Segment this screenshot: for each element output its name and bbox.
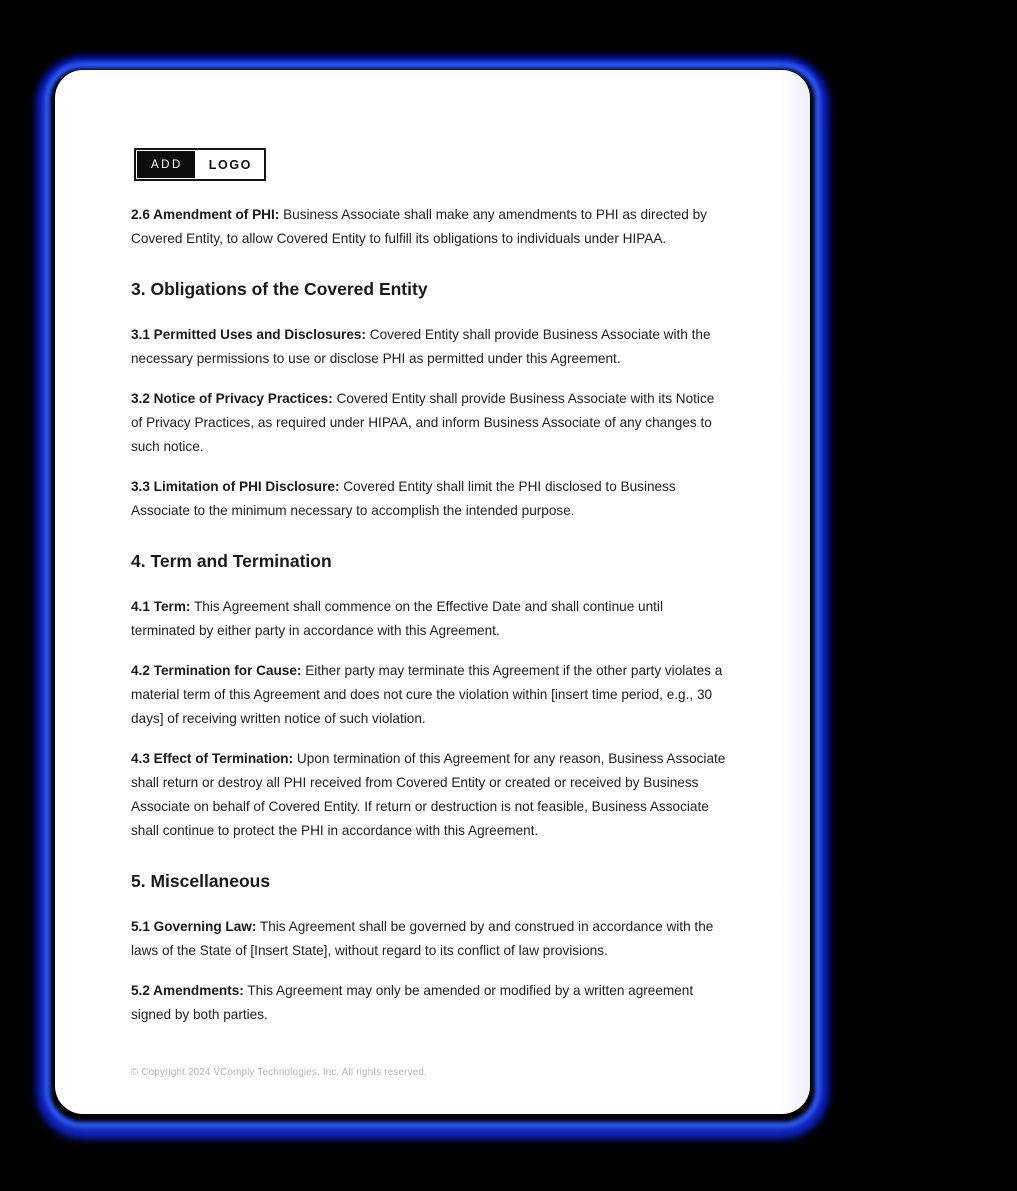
- clause-4-1-body: This Agreement shall commence on the Effective Date and shall continue until terminated by either party in accordance with this Agreement.: [131, 599, 663, 638]
- clause-4-3-body: Upon termination of this Agreement for any reason, Business Associate shall return or destroy all PHI received from Covered Entity or created or received by Business Associate on behalf of Covered Entity. If return or destruction is not feasible, Business Associate shall continue to protect the PHI in accordance with this Agreement.: [131, 751, 726, 838]
- clause-4-3: [131, 747, 727, 843]
- clause-5-1: [131, 915, 727, 963]
- document-body: [131, 203, 727, 1078]
- clause-4-2-label: 4.2 Termination for Cause:: [131, 663, 302, 678]
- clause-3-3-body: Covered Entity shall limit the PHI disclosed to Business Associate to the minimum necessary to accomplish the intended purpose.: [131, 479, 676, 518]
- clause-3-2: [131, 387, 727, 459]
- clause-4-1: [131, 595, 727, 643]
- clause-5-2-body: This Agreement may only be amended or modified by a written agreement signed by both parties.: [131, 983, 694, 1022]
- clause-5-2: [131, 979, 727, 1027]
- clause-3-1-body: Covered Entity shall provide Business Associate with the necessary permissions to use or disclose PHI as permitted under this Agreement.: [131, 327, 711, 366]
- add-logo-button-logo-label: LOGO: [208, 157, 252, 172]
- clause-3-1-label: 3.1 Permitted Uses and Disclosures:: [131, 327, 366, 342]
- clause-2-6: [131, 203, 727, 251]
- clause-3-1: [131, 323, 727, 371]
- section-4-heading: 4. Term and Termination: [131, 551, 332, 571]
- clause-3-2-body: Covered Entity shall provide Business Associate with its Notice of Privacy Practices, as required under HIPAA, and inform Business Associate of any changes to such notice.: [131, 391, 715, 454]
- clause-5-2-label: 5.2 Amendments:: [131, 983, 244, 998]
- section-5-heading: 5. Miscellaneous: [131, 871, 271, 891]
- clause-3-2-label: 3.2 Notice of Privacy Practices:: [131, 391, 333, 406]
- clause-3-3: [131, 475, 727, 523]
- clause-3-3-label: 3.3 Limitation of PHI Disclosure:: [131, 479, 340, 494]
- add-logo-button-add-label: ADD: [137, 151, 195, 178]
- page-stage: [55, 70, 810, 1114]
- section-3-heading: 3. Obligations of the Covered Entity: [131, 279, 428, 299]
- clause-4-3-label: 4.3 Effect of Termination:: [131, 751, 294, 766]
- clause-5-1-body: This Agreement shall be governed by and construed in accordance with the laws of the State of [Insert State], without regard to its conflict of law provisions.: [131, 919, 714, 958]
- copyright-notice: © Copyright 2024 VComply Technologies, Inc. All rights reserved.: [131, 1067, 427, 1078]
- document-page: [55, 70, 810, 1114]
- clause-2-6-label: 2.6 Amendment of PHI:: [131, 207, 280, 222]
- clause-4-1-label: 4.1 Term:: [131, 599, 191, 614]
- clause-4-2: [131, 659, 727, 731]
- clause-5-1-label: 5.1 Governing Law:: [131, 919, 257, 934]
- add-logo-button[interactable]: [134, 148, 266, 181]
- clause-2-6-body: Business Associate shall make any amendments to PHI as directed by Covered Entity, to allow Covered Entity to fulfill its obligations to individuals under HIPAA.: [131, 207, 707, 246]
- clause-4-2-body: Either party may terminate this Agreement if the other party violates a material term of this Agreement and does not cure the violation within [insert time period, e.g., 30 days] of receiving written notice of such violation.: [131, 663, 723, 726]
